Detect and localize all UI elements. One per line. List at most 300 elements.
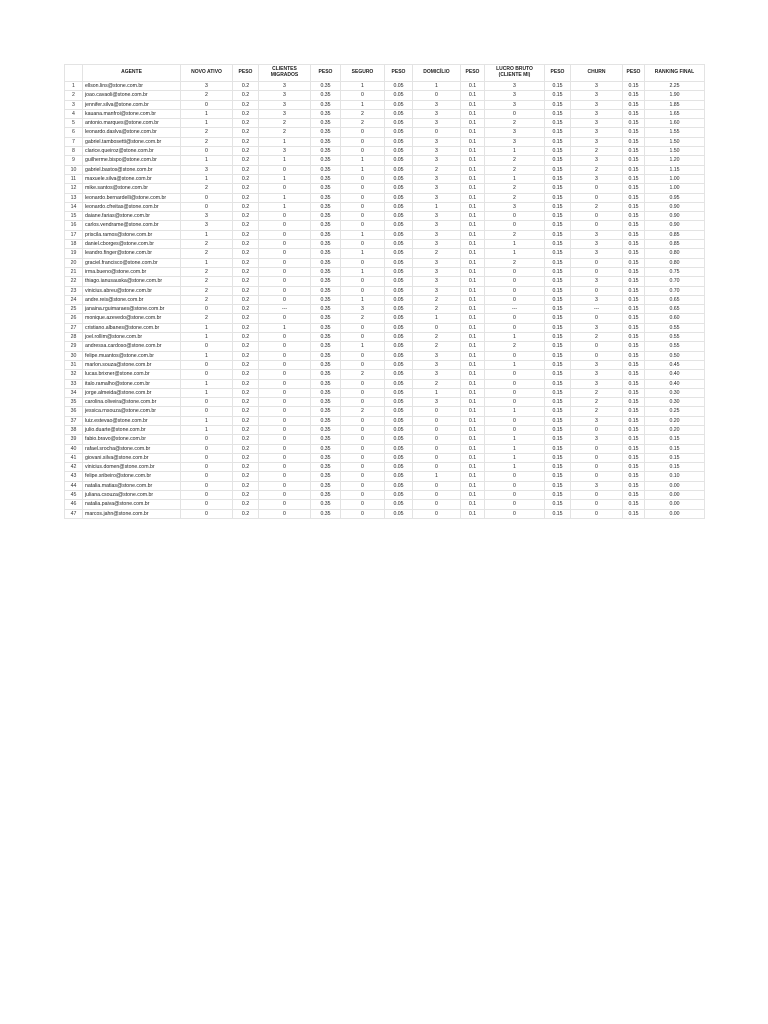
lucro-bruto-cell: 3 (485, 137, 545, 146)
peso-cell: 0.15 (545, 407, 571, 416)
peso-header: PESO (233, 65, 259, 82)
ranking-final-cell: 0.85 (645, 230, 705, 239)
table-row (65, 333, 705, 342)
peso-cell: 0.1 (461, 267, 485, 276)
table-row (65, 379, 705, 388)
table-row (65, 342, 705, 351)
agent-email: leandro.finger@stone.com.br (83, 249, 181, 258)
lucro-bruto-cell: 0 (485, 388, 545, 397)
ranking-final-cell: 0.80 (645, 258, 705, 267)
peso-cell: 0.15 (623, 509, 645, 518)
churn-cell: 3 (571, 323, 623, 332)
peso-cell: 0.2 (233, 147, 259, 156)
seguro-cell: 0 (341, 184, 385, 193)
clientes-migrados-cell: 0 (259, 212, 311, 221)
agent-email: marlon.souza@stone.com.br (83, 360, 181, 369)
agent-email: gabriel.bastos@stone.com.br (83, 165, 181, 174)
peso-cell: 0.35 (311, 398, 341, 407)
peso-cell: 0.1 (461, 379, 485, 388)
lucro-bruto-cell: 2 (485, 165, 545, 174)
peso-cell: 0.35 (311, 370, 341, 379)
table-row (65, 286, 705, 295)
peso-cell: 0.15 (545, 379, 571, 388)
peso-cell: 0.2 (233, 444, 259, 453)
churn-cell: 3 (571, 91, 623, 100)
peso-cell: 0.1 (461, 277, 485, 286)
novo-ativo-cell: 3 (181, 212, 233, 221)
clientes-migrados-cell: 1 (259, 174, 311, 183)
novo-ativo-cell: 0 (181, 193, 233, 202)
domicilio-cell: 3 (413, 109, 461, 118)
lucro-bruto-cell: 0 (485, 212, 545, 221)
row-index: 3 (65, 100, 83, 109)
clientes-migrados-cell: 3 (259, 147, 311, 156)
peso-cell: 0.35 (311, 267, 341, 276)
domicilio-cell: 3 (413, 137, 461, 146)
churn-cell: 2 (571, 398, 623, 407)
peso-cell: 0.1 (461, 109, 485, 118)
peso-cell: 0.35 (311, 147, 341, 156)
agent-email: graciel.francisco@stone.com.br (83, 258, 181, 267)
clientes-migrados-cell: 3 (259, 100, 311, 109)
agent-email: priscila.ramos@stone.com.br (83, 230, 181, 239)
row-index: 47 (65, 509, 83, 518)
peso-cell: 0.15 (623, 147, 645, 156)
seguro-cell: 1 (341, 165, 385, 174)
churn-header: CHURN (571, 65, 623, 82)
peso-cell: 0.15 (545, 444, 571, 453)
peso-cell: 0.1 (461, 82, 485, 91)
peso-cell: 0.15 (545, 100, 571, 109)
seguro-cell: 0 (341, 333, 385, 342)
row-index: 7 (65, 137, 83, 146)
lucro-bruto-cell: 0 (485, 351, 545, 360)
peso-cell: 0.05 (385, 370, 413, 379)
domicilio-cell: 2 (413, 342, 461, 351)
row-index: 24 (65, 295, 83, 304)
peso-cell: 0.15 (623, 435, 645, 444)
agent-email: thiago.ianusauska@stone.com.br (83, 277, 181, 286)
clientes-migrados-cell: 0 (259, 184, 311, 193)
table-row (65, 119, 705, 128)
peso-cell: 0.15 (623, 342, 645, 351)
novo-ativo-header: NOVO ATIVO (181, 65, 233, 82)
table-row (65, 305, 705, 314)
novo-ativo-cell: 2 (181, 286, 233, 295)
churn-cell: 3 (571, 416, 623, 425)
churn-cell: 3 (571, 435, 623, 444)
novo-ativo-cell: 0 (181, 202, 233, 211)
domicilio-cell: 2 (413, 305, 461, 314)
novo-ativo-cell: 0 (181, 360, 233, 369)
clientes-migrados-cell: 1 (259, 193, 311, 202)
peso-cell: 0.1 (461, 388, 485, 397)
ranking-final-cell: 1.00 (645, 174, 705, 183)
peso-cell: 0.15 (545, 388, 571, 397)
peso-cell: 0.2 (233, 509, 259, 518)
row-index: 40 (65, 444, 83, 453)
ranking-final-cell: 0.85 (645, 240, 705, 249)
peso-cell: 0.1 (461, 416, 485, 425)
peso-cell: 0.2 (233, 91, 259, 100)
peso-cell: 0.2 (233, 82, 259, 91)
peso-cell: 0.15 (545, 137, 571, 146)
lucro-bruto-cell: 0 (485, 379, 545, 388)
peso-cell: 0.15 (623, 314, 645, 323)
row-index: 13 (65, 193, 83, 202)
agent-email: ellson.lins@stone.com.br (83, 82, 181, 91)
domicilio-cell: 2 (413, 295, 461, 304)
churn-cell: 3 (571, 360, 623, 369)
clientes-migrados-cell: 0 (259, 221, 311, 230)
peso-cell: 0.05 (385, 416, 413, 425)
peso-cell: 0.15 (545, 240, 571, 249)
agent-email: natalia.matias@stone.com.br (83, 481, 181, 490)
ranking-final-cell: 1.60 (645, 119, 705, 128)
churn-cell: 3 (571, 119, 623, 128)
peso-cell: 0.35 (311, 137, 341, 146)
domicilio-cell: 0 (413, 323, 461, 332)
ranking-final-cell: 0.20 (645, 425, 705, 434)
churn-cell: 0 (571, 184, 623, 193)
peso-cell: 0.1 (461, 351, 485, 360)
domicilio-cell: 3 (413, 212, 461, 221)
table-row (65, 109, 705, 118)
churn-cell: 3 (571, 277, 623, 286)
domicilio-cell: 0 (413, 500, 461, 509)
domicilio-cell: 2 (413, 379, 461, 388)
seguro-cell: 0 (341, 491, 385, 500)
peso-cell: 0.15 (623, 351, 645, 360)
peso-cell: 0.15 (623, 398, 645, 407)
peso-cell: 0.05 (385, 230, 413, 239)
peso-cell: 0.05 (385, 91, 413, 100)
ranking-final-cell: 0.00 (645, 491, 705, 500)
row-index: 44 (65, 481, 83, 490)
table-row (65, 91, 705, 100)
peso-cell: 0.35 (311, 509, 341, 518)
agent-email: juliana.csouza@stone.com.br (83, 491, 181, 500)
novo-ativo-cell: 0 (181, 500, 233, 509)
domicilio-cell: 3 (413, 184, 461, 193)
domicilio-cell: 0 (413, 509, 461, 518)
peso-cell: 0.2 (233, 277, 259, 286)
peso-cell: 0.05 (385, 128, 413, 137)
agent-email: joao.cavaoli@stone.com.br (83, 91, 181, 100)
peso-cell: 0.35 (311, 463, 341, 472)
peso-cell: 0.05 (385, 314, 413, 323)
peso-cell: 0.05 (385, 249, 413, 258)
clientes-migrados-cell: --- (259, 305, 311, 314)
novo-ativo-cell: 0 (181, 370, 233, 379)
table-row (65, 463, 705, 472)
seguro-cell: 0 (341, 360, 385, 369)
lucro-bruto-cell: 0 (485, 267, 545, 276)
peso-cell: 0.05 (385, 156, 413, 165)
churn-cell: 3 (571, 481, 623, 490)
peso-cell: 0.05 (385, 119, 413, 128)
clientes-migrados-cell: 1 (259, 137, 311, 146)
peso-cell: 0.2 (233, 314, 259, 323)
seguro-cell: 0 (341, 509, 385, 518)
peso-cell: 0.15 (623, 184, 645, 193)
ranking-final-cell: 0.40 (645, 379, 705, 388)
peso-cell: 0.05 (385, 202, 413, 211)
lucro-bruto-cell: 1 (485, 147, 545, 156)
clientes-migrados-cell: 0 (259, 463, 311, 472)
seguro-cell: 2 (341, 314, 385, 323)
peso-cell: 0.05 (385, 100, 413, 109)
novo-ativo-cell: 2 (181, 249, 233, 258)
novo-ativo-cell: 1 (181, 416, 233, 425)
peso-cell: 0.15 (545, 305, 571, 314)
clientes-migrados-cell: 0 (259, 360, 311, 369)
peso-cell: 0.35 (311, 314, 341, 323)
seguro-cell: 0 (341, 174, 385, 183)
peso-cell: 0.05 (385, 379, 413, 388)
clientes-migrados-cell: 0 (259, 314, 311, 323)
row-index: 5 (65, 119, 83, 128)
lucro-bruto-cell: 0 (485, 314, 545, 323)
clientes-migrados-cell: 3 (259, 91, 311, 100)
peso-cell: 0.2 (233, 370, 259, 379)
domicilio-cell: 3 (413, 193, 461, 202)
table-row (65, 491, 705, 500)
table-row (65, 407, 705, 416)
ranking-final-cell: 0.55 (645, 333, 705, 342)
peso-cell: 0.35 (311, 481, 341, 490)
domicilio-cell: 1 (413, 388, 461, 397)
peso-cell: 0.2 (233, 425, 259, 434)
peso-cell: 0.15 (545, 295, 571, 304)
peso-header: PESO (545, 65, 571, 82)
seguro-cell: 0 (341, 398, 385, 407)
domicilio-cell: 0 (413, 463, 461, 472)
peso-cell: 0.35 (311, 212, 341, 221)
lucro-bruto-cell: 0 (485, 109, 545, 118)
domicilio-cell: 0 (413, 435, 461, 444)
domicilio-cell: 3 (413, 221, 461, 230)
row-index: 17 (65, 230, 83, 239)
agent-email: daniel.cborges@stone.com.br (83, 240, 181, 249)
peso-cell: 0.15 (545, 193, 571, 202)
clientes-migrados-cell: 1 (259, 156, 311, 165)
peso-cell: 0.2 (233, 305, 259, 314)
ranking-final-cell: 1.50 (645, 137, 705, 146)
ranking-final-cell: 0.15 (645, 435, 705, 444)
novo-ativo-cell: 1 (181, 109, 233, 118)
peso-cell: 0.05 (385, 267, 413, 276)
clientes-migrados-cell: 0 (259, 444, 311, 453)
churn-cell: 3 (571, 370, 623, 379)
peso-cell: 0.15 (545, 212, 571, 221)
peso-cell: 0.1 (461, 370, 485, 379)
peso-cell: 0.1 (461, 481, 485, 490)
peso-cell: 0.35 (311, 453, 341, 462)
lucro-bruto-cell: 0 (485, 370, 545, 379)
churn-cell: 3 (571, 137, 623, 146)
churn-cell: 0 (571, 509, 623, 518)
clientes-migrados-cell: 3 (259, 82, 311, 91)
peso-cell: 0.15 (623, 221, 645, 230)
agent-email: vinicius.domen@stone.com.br (83, 463, 181, 472)
peso-cell: 0.35 (311, 249, 341, 258)
novo-ativo-cell: 0 (181, 100, 233, 109)
peso-cell: 0.2 (233, 481, 259, 490)
table-row (65, 128, 705, 137)
seguro-cell: 0 (341, 444, 385, 453)
domicilio-cell: 1 (413, 202, 461, 211)
novo-ativo-cell: 2 (181, 295, 233, 304)
peso-cell: 0.15 (545, 277, 571, 286)
domicilio-cell: 0 (413, 444, 461, 453)
peso-cell: 0.15 (545, 147, 571, 156)
table-row (65, 249, 705, 258)
seguro-cell: 1 (341, 100, 385, 109)
peso-cell: 0.15 (545, 156, 571, 165)
novo-ativo-cell: 0 (181, 472, 233, 481)
novo-ativo-cell: 3 (181, 165, 233, 174)
agent-email: italo.ramalho@stone.com.br (83, 379, 181, 388)
lucro-bruto-cell: 2 (485, 342, 545, 351)
lucro-bruto-cell: 3 (485, 202, 545, 211)
ranking-final-cell: 0.20 (645, 416, 705, 425)
novo-ativo-cell: 2 (181, 314, 233, 323)
agent-email: antonio.marques@stone.com.br (83, 119, 181, 128)
peso-cell: 0.15 (623, 267, 645, 276)
peso-cell: 0.2 (233, 333, 259, 342)
peso-cell: 0.1 (461, 453, 485, 462)
ranking-final-cell: 0.90 (645, 221, 705, 230)
lucro-bruto-cell: 3 (485, 91, 545, 100)
ranking-final-cell: 0.70 (645, 277, 705, 286)
clientes-migrados-cell: 0 (259, 277, 311, 286)
peso-cell: 0.15 (623, 156, 645, 165)
clientes-migrados-cell: 2 (259, 119, 311, 128)
novo-ativo-cell: 2 (181, 128, 233, 137)
ranking-final-cell: 0.30 (645, 388, 705, 397)
peso-cell: 0.2 (233, 202, 259, 211)
ranking-final-cell: 0.55 (645, 323, 705, 332)
agent-email: felipe.muantos@stone.com.br (83, 351, 181, 360)
peso-cell: 0.2 (233, 407, 259, 416)
table-row (65, 240, 705, 249)
peso-cell: 0.1 (461, 314, 485, 323)
table-row (65, 221, 705, 230)
peso-cell: 0.1 (461, 509, 485, 518)
ranking-final-cell: 0.15 (645, 444, 705, 453)
churn-cell: 0 (571, 212, 623, 221)
peso-cell: 0.1 (461, 295, 485, 304)
seguro-cell: 0 (341, 323, 385, 332)
clientes-migrados-cell: 0 (259, 165, 311, 174)
peso-cell: 0.15 (623, 258, 645, 267)
table-row (65, 165, 705, 174)
peso-cell: 0.15 (623, 100, 645, 109)
seguro-cell: 0 (341, 221, 385, 230)
clientes-migrados-cell: 0 (259, 240, 311, 249)
lucro-bruto-cell: 1 (485, 249, 545, 258)
peso-cell: 0.05 (385, 398, 413, 407)
peso-cell: 0.05 (385, 193, 413, 202)
peso-cell: 0.1 (461, 333, 485, 342)
seguro-cell: 0 (341, 286, 385, 295)
peso-cell: 0.15 (623, 500, 645, 509)
clientes-migrados-cell: 0 (259, 249, 311, 258)
peso-cell: 0.15 (623, 305, 645, 314)
ranking-final-cell: 1.90 (645, 91, 705, 100)
clientes-migrados-cell: 1 (259, 202, 311, 211)
peso-cell: 0.15 (623, 165, 645, 174)
peso-cell: 0.2 (233, 109, 259, 118)
seguro-cell: 0 (341, 202, 385, 211)
row-index: 37 (65, 416, 83, 425)
peso-cell: 0.35 (311, 444, 341, 453)
peso-cell: 0.1 (461, 193, 485, 202)
peso-cell: 0.1 (461, 323, 485, 332)
peso-cell: 0.1 (461, 342, 485, 351)
agent-email: gabriel.tambosetti@stone.com.br (83, 137, 181, 146)
agent-email: leonardo.bernardelli@stone.com.br (83, 193, 181, 202)
lucro-bruto-cell: 1 (485, 333, 545, 342)
peso-cell: 0.1 (461, 240, 485, 249)
seguro-cell: 0 (341, 500, 385, 509)
seguro-cell: 0 (341, 128, 385, 137)
peso-cell: 0.15 (545, 230, 571, 239)
lucro-bruto-cell: 1 (485, 360, 545, 369)
agent-email: daiane.farias@stone.com.br (83, 212, 181, 221)
peso-cell: 0.1 (461, 156, 485, 165)
table-row (65, 82, 705, 91)
novo-ativo-cell: 1 (181, 379, 233, 388)
lucro-bruto-cell: 1 (485, 174, 545, 183)
peso-cell: 0.1 (461, 444, 485, 453)
peso-cell: 0.15 (623, 295, 645, 304)
peso-cell: 0.1 (461, 221, 485, 230)
peso-cell: 0.05 (385, 147, 413, 156)
peso-cell: 0.15 (545, 500, 571, 509)
agent-email: leonardo.cfreitas@stone.com.br (83, 202, 181, 211)
domicilio-cell: 0 (413, 416, 461, 425)
churn-cell: 2 (571, 147, 623, 156)
peso-cell: 0.1 (461, 258, 485, 267)
novo-ativo-cell: 1 (181, 333, 233, 342)
ranking-final-cell: 0.95 (645, 193, 705, 202)
ranking-final-cell: 2.25 (645, 82, 705, 91)
peso-cell: 0.35 (311, 305, 341, 314)
peso-cell: 0.2 (233, 500, 259, 509)
novo-ativo-cell: 2 (181, 184, 233, 193)
seguro-cell: 0 (341, 212, 385, 221)
agent-email: maxuele.silva@stone.com.br (83, 174, 181, 183)
peso-cell: 0.05 (385, 221, 413, 230)
ranking-final-cell: 0.00 (645, 500, 705, 509)
novo-ativo-cell: 1 (181, 230, 233, 239)
agent-email: leonardo.daslva@stone.com.br (83, 128, 181, 137)
peso-cell: 0.15 (545, 174, 571, 183)
ranking-final-cell: 0.00 (645, 481, 705, 490)
peso-cell: 0.05 (385, 137, 413, 146)
peso-cell: 0.2 (233, 100, 259, 109)
peso-cell: 0.2 (233, 249, 259, 258)
table-row (65, 453, 705, 462)
seguro-cell: 2 (341, 109, 385, 118)
peso-header: PESO (385, 65, 413, 82)
peso-cell: 0.2 (233, 323, 259, 332)
novo-ativo-cell: 0 (181, 453, 233, 462)
agent-email: natalia.paiva@stone.com.br (83, 500, 181, 509)
domicilio-cell: 0 (413, 453, 461, 462)
